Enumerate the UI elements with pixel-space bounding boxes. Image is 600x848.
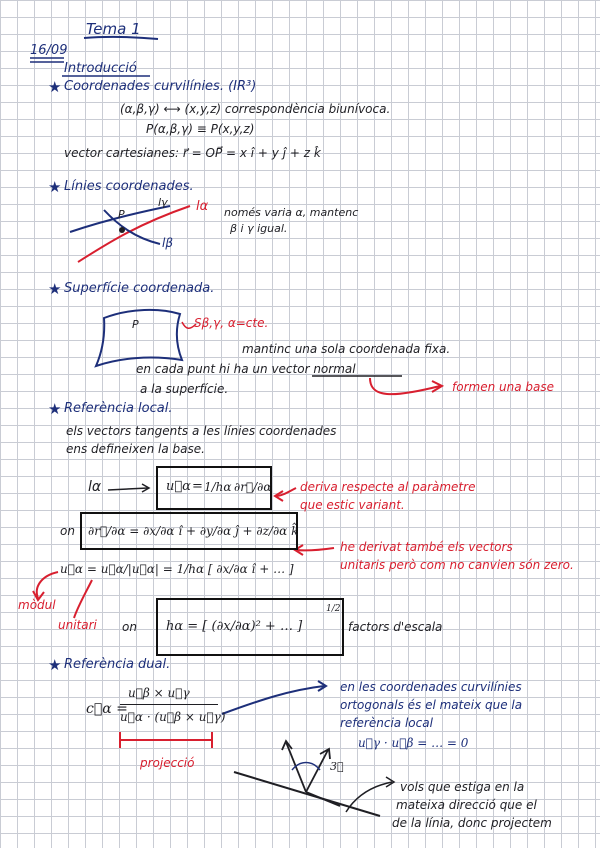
vector-1 [286,742,306,792]
scale-factor-box [156,598,344,656]
arrow-unitari [74,580,92,618]
note-orthogonal-4: u⃗γ · u⃗β = … = 0 [358,736,469,750]
note-only-alpha: només varia α, mantenc [224,206,359,219]
tangent-coef: 1/hα [204,480,232,494]
label-lalpha: lα [196,199,209,214]
note-unit-vectors: he derivat també els vectors [340,540,513,554]
projection-bracket [120,732,212,748]
note-modulus: mòdul [18,598,56,612]
note-surface: a la superfície. [140,382,229,396]
note-orthogonal-1: en les coordenades curvilínies [340,680,522,694]
note-orthogonal-2: ortogonals és el mateix que la [340,698,523,712]
derivative-equation-box [80,512,298,550]
label-scale-factors: factors d'escala [348,620,443,634]
scale-prefix: on [122,620,137,634]
note-fixed-coordinate: mantinc una sola coordenada fixa. [242,342,451,356]
label-point: P [118,208,125,221]
note-tangent-vectors: els vectors tangents a les línies coordenades [66,424,337,438]
label-lgamma: lγ [158,196,168,209]
star-icon: ★ [48,78,62,96]
surface-point-label: P [132,318,139,331]
note-zero: unitaris però com no canvien són zero. [340,558,574,572]
note-normalized: unitari [58,618,97,632]
heading-curvilinear: Coordenades curvilínies. (IR³) [64,79,257,94]
base-arrow [370,378,440,394]
label-lbeta: lβ [162,236,173,250]
heading-coordinate-lines: Línies coordenades. [64,179,194,194]
star-icon: ★ [48,280,62,298]
heading-dual-reference: Referència dual. [64,657,171,672]
line-point-equivalence: P(α,β,γ) ≡ P(x,y,z) [146,122,255,136]
scale-factor-equation: hα = [ (∂x/∂α)² + … ] [166,619,303,634]
note-define-basis: ens defineixen la base. [66,442,205,456]
surface-patch [96,310,182,366]
unit-vector-equation: u⃗α = u⃗α/|u⃗α| = 1/hα [ ∂x/∂α î + … ] [60,562,294,576]
note-direction-2: mateixa direcció que el [396,798,537,812]
derivative-equation: ∂r⃗/∂α = ∂x/∂α î + ∂y/∂α ĵ + ∂z/∂α k̂ [88,524,299,538]
line-correspondence: (α,β,γ) ⟷ (x,y,z) correspondència biunívoca. [120,102,391,116]
star-icon: ★ [48,178,62,196]
heading-local-reference: Referència local. [64,401,173,416]
note-beta-gamma: β i γ igual. [230,222,288,235]
star-icon: ★ [48,656,62,674]
heading-coordinate-surface: Superfície coordenada. [64,281,215,296]
note-direction-3: de la línia, donc projectem [392,816,552,830]
scale-factor-exponent: 1/2 [326,604,341,614]
arrow-dual-note [222,686,324,714]
note-form-basis: formen una base [452,380,554,394]
line-cartesian-vector: vector cartesianes: r⃗ = OP⃗ = x î + y ĵ + z k̂ [64,146,321,160]
dual-numerator: u⃗β × u⃗γ [128,686,190,700]
arrow-derive [276,488,296,496]
star-icon: ★ [48,400,62,418]
curve-lalpha [78,206,190,262]
vector-2 [306,750,328,792]
dual-denominator: u⃗α · (u⃗β × u⃗γ) [120,710,226,724]
curve-lbeta [104,210,160,244]
arrow-note2 [346,782,392,812]
surface-label: Sβ,γ, α=cte. [194,316,269,330]
date-label: 16/09 [30,43,68,58]
note-direction-1: vols que estiga en la [400,780,525,794]
note-orthogonal-3: referència local [340,716,433,730]
tangent-line-label: lα [88,479,102,495]
dual-fraction-bar [120,704,218,705]
tangent-equation-box [156,466,272,510]
deriv-prefix: on [60,524,75,538]
note-normal-vector: en cada punt hi ha un vector normal [136,362,356,376]
note-derive-param: deriva respecte al paràmetre [300,480,476,494]
label-projection: projecció [140,756,195,770]
tangent-equals: = [192,479,203,494]
tangent-u: u⃗α [166,479,191,494]
axis-label: 3⃗ [330,760,344,773]
plane-line [234,772,380,816]
tangent-deriv: ∂r⃗/∂α [234,480,272,494]
section-label: Introducció [64,61,137,76]
page-title: Tema 1 [86,20,141,38]
date-underline [30,58,64,62]
note-varying: que estic variant. [300,498,405,512]
arrow-modul [37,572,58,598]
dual-left: c⃗α = [86,701,128,717]
arrow-unit [296,548,334,550]
